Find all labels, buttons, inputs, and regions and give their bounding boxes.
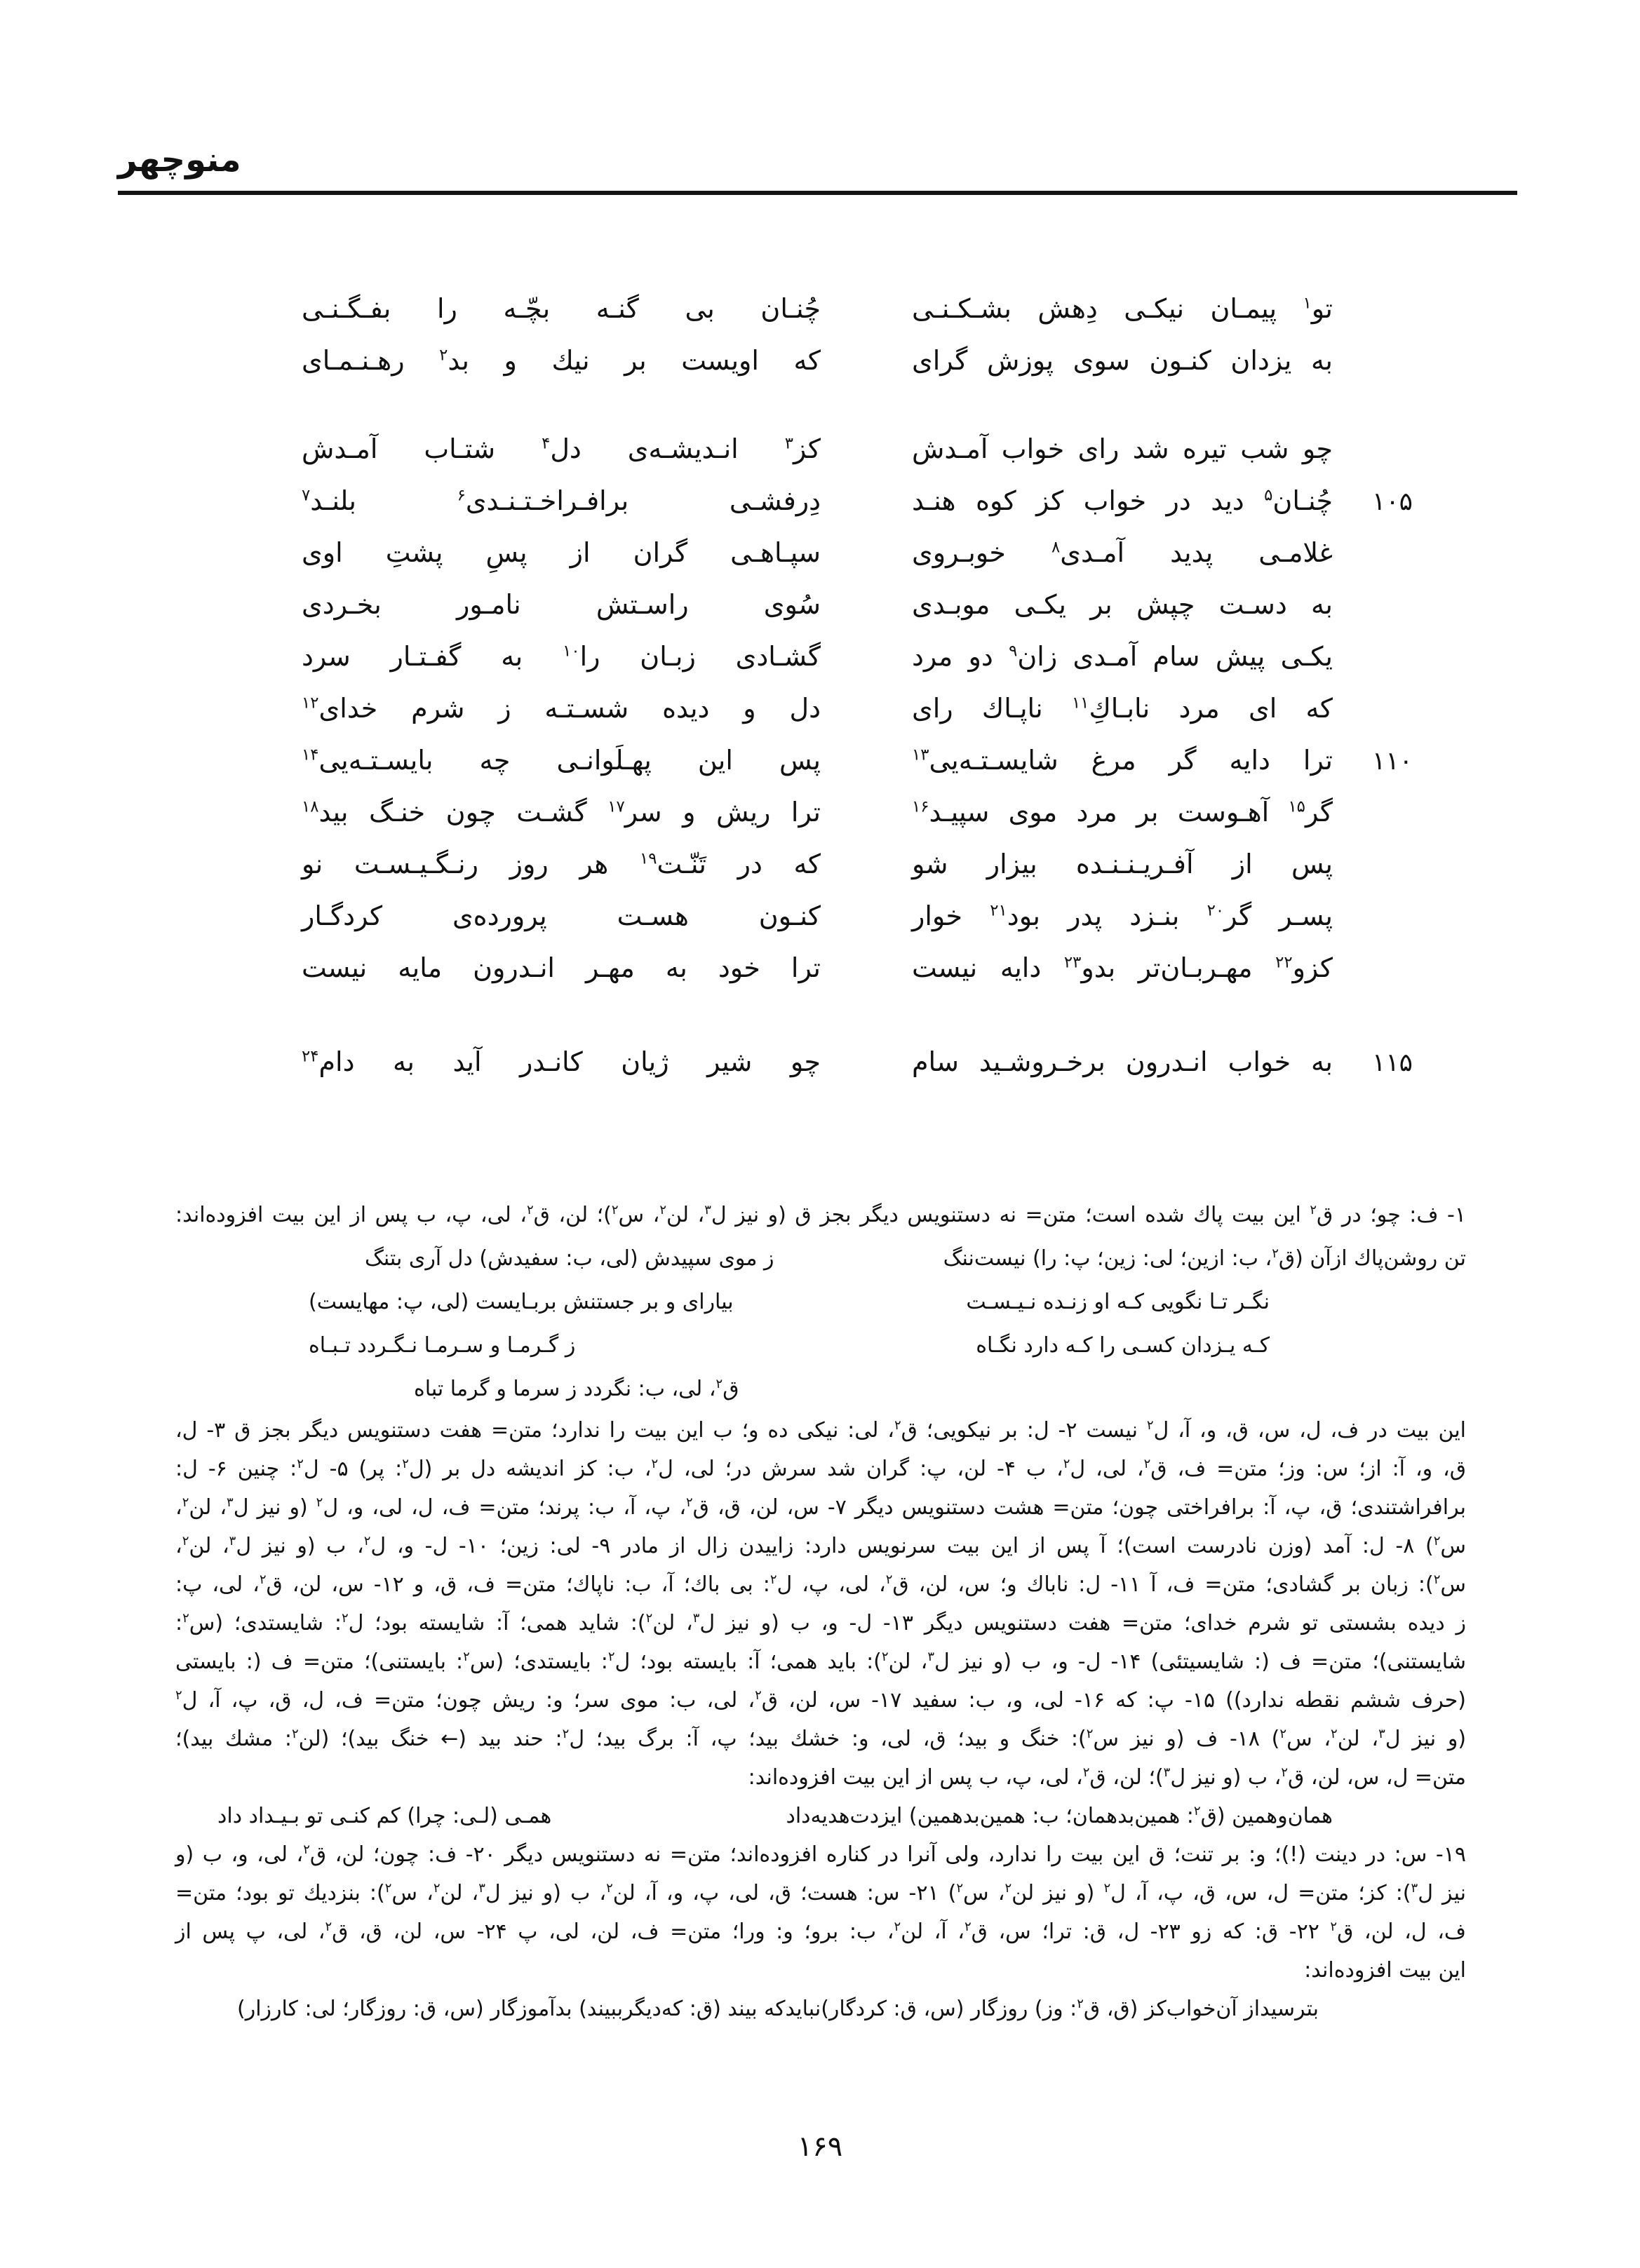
footnote-line: س$^۲$) ۸- ل: آمد (وزن نادرست است)؛ آ پس از این بیت سرنویس دارد: زاییدن زال از مادر ۹- لی: زین؛ ۱۰- ل- و، ل$^۲$، ب (و نیز ل$^۳$، لن$^۲$، [175,1534,1466,1558]
verse-row [302,423,1452,475]
footnote-line: شایستنی)؛ متن= ف (: شایسیتئی) ۱۴- ل- و، ب (و نیز ل$^۳$، لن$^۲$): باید همی؛ آ: بایسته بود؛ ل$^۲$: بایستدی؛ (س$^۲$: بایستنی)؛ متن= ف (: بایستی [175,1649,1466,1674]
footnote-line: (حرف ششم نقطه ندارد)) ۱۵- پ: که ۱۶- لی، و، ب: سفید ۱۷- س، لن، ق$^۲$، لی، ب: موی سر؛ و: ریش چون؛ متن= ف، ل، ق، پ، آ، ل$^۲$ [175,1688,1466,1713]
verse-row [302,630,1452,682]
hemistich-left: دل و دیده شسـتـه ز شرم خدای$^{۱۲}$ [302,693,821,724]
hemistich-left: گشـادی زبـان را$^{۱۰}$ به گفـتـار سرد [302,641,821,672]
verse-row [302,335,1452,386]
verse-row [302,734,1452,786]
hemistich-left: ترا ریش و سر$^{۱۷}$ گشـت چون خنـگ بید$^{۱۸}$ [302,797,821,828]
verse-row [302,579,1452,630]
footnote-line: این بیت افزوده‌اند: [1304,1958,1466,1983]
hemistich-right: غلامـی پدید آمـدی$^۸$ خوبـروی [912,537,1333,568]
apparatus-couplet-right: کـه یـزدان کسـی را کـه دارد نگـاه [976,1333,1270,1358]
verse-row [302,890,1452,942]
hemistich-left: کنـون هسـت پرورده‌ی کردگـار [302,900,821,931]
running-title: منوچهر [118,140,241,180]
footnote-line: س$^۲$): زبان بر گشادی؛ متن= ف، آ ۱۱- ل: ناباك و؛ س، لن، ق$^۲$، لی، پ، ل$^۲$: بی باك؛ آ، ب: ناپاك؛ متن= ف، ق، و ۱۲- س، لن، ق$^۲$، لی، پ: [175,1572,1466,1597]
verse-number: ۱۱۰ [1371,747,1413,776]
apparatus-couplet-right: نگـر تـا نگویی کـه او زنـده نـیـسـت [966,1290,1270,1314]
hemistich-left: سُوی راسـتش نامـور بخـردی [302,589,821,620]
verse-number: ۱۱۵ [1371,1048,1413,1077]
hemistich-right: به یزدان کنـون سوی پوزش گرای [912,345,1333,376]
verse-row [302,1036,1452,1088]
hemistich-left: چو شیر ژیان کانـدر آید به دام$^{۲۴}$ [302,1046,821,1077]
apparatus-couplet-left: ز گـرمـا و سـرمـا نـگـردد تـبـاه [309,1333,576,1358]
hemistich-right: پسـر گر$^{۲۰}$ بنـزد پدر بود$^{۲۱}$ خوار [912,900,1333,931]
footnote-line: ز دیده بشستی تو شرم خدای؛ متن= هفت دستنویس دیگر ۱۳- ل- و، ب (و نیز ل$^۳$، لن$^۲$): شاید همی؛ آ: شایسته بود؛ ل$^۲$: شایستدی؛ (س$^۲$: [175,1611,1466,1635]
footnote-line: برافراشتندی؛ ق، پ، آ: برافراختی چون؛ متن= هشت دستنویس دیگر ۷- س، لن، ق، ق$^۲$، پ، آ، ب: پرند؛ متن= ف، ل، لی، و، ل$^۲$ (و نیز ل$^۳$، لن$^۲$، [175,1495,1466,1520]
footnote-line: ف، ل، لن، ق$^۲$ ۲۲- ق: که زو ۲۳- ل، ق: ترا؛ س، ق$^۲$، آ، لن$^۲$، ب: برو؛ و: ورا؛ متن= ف، لن، لی، پ ۲۴- س، لن، ق، ق$^۲$، لی، پ پس از [175,1919,1466,1944]
hemistich-right: تو$^۱$ پیمـان نیکـی دِهش بشـکـنـی [912,293,1333,324]
verse-row [302,942,1452,994]
hemistich-right: پس از آفـریـنـنـده بیزار شو [912,849,1333,879]
hemistich-left: پس این پهـلَوانـی چه بایسـتـه‌یی$^{۱۴}$ [302,745,821,776]
hemistich-left: که اویست بر نیك و بد$^۲$ رهـنـمـای [302,345,821,376]
apparatus-couplet-left: نبایدکه بیند (ق: که‌دیگرببیند) بدآموزگار (س، ق: روزگار؛ لی: کارزار) [237,1997,821,2021]
footnote-line: متن= ل، س، لن، ق$^۲$، ب (و نیز ل$^۳$)؛ لن، ق$^۲$، لی، پ، ب پس از این بیت افزوده‌اند: [748,1765,1466,1790]
apparatus-couplet-right: تن روشن‌پاك ازآن (ق$^۲$، ب: ازین؛ لی: زین؛ پ: را) نیست‌ننگ [943,1246,1466,1271]
verse-row [302,838,1452,890]
page-number: ۱۶۹ [797,2131,843,2163]
hemistich-right: ترا دایه گر مرغ شایسـتـه‌یی$^{۱۳}$ [912,745,1333,776]
footnote-line: نیز ل$^۳$): کز؛ متن= ل، س، ق، پ، آ، ل$^۲$ (و نیز لن$^۲$، س$^۲$) ۲۱- س: هست؛ ق، لی، پ، و، آ، لن$^۲$، ب (و نیز ل$^۳$، لن$^۲$، س$^۲$): بنزدیك تو بود؛ متن= [175,1881,1467,1905]
apparatus-couplet-left: ز موی سپیدش (لی، ب: سفیدش) دل آری بتنگ [365,1246,774,1271]
apparatus-couplet-right: بترسیداز آن‌خواب‌کز (ق، ق$^۲$: وز) روزگار (س، ق: کردگار) [821,1997,1319,2021]
hemistich-left: ترا خود به مهـر انـدرون مایه نیست [302,952,821,983]
apparatus-couplet-right: همان‌وهمین (ق$^۲$: همین‌بدهمان؛ ب: همین‌بدهمین) ایزدت‌هدیه‌داد [786,1804,1333,1828]
hemistich-left: دِرفشـی برافـراخـتـنـدی$^۶$ بلنـد$^۷$ [302,485,821,516]
verse-number: ۱۰۵ [1371,487,1413,516]
hemistich-right: کزو$^{۲۲}$ مهـربـان‌تر بدو$^{۲۳}$ دایه نیست [912,952,1333,983]
hemistich-right: که ای مرد نابـاكِ$^{۱۱}$ ناپـاك رای [912,693,1333,724]
hemistich-right: به دسـت چپش بر یکـی موبـدی [912,589,1333,620]
header-rule [118,191,1517,195]
footnote-line: (و نیز ل$^۳$، لن$^۲$، س$^۲$) ۱۸- ف (و نیز س$^۲$): خنگ و بید؛ ق، لی، و: خشك بید؛ پ، آ: برگ بید؛ ل$^۲$: حند بید (← خنگ بید)؛ (لن$^۲$: مشك بید)؛ [175,1727,1467,1751]
apparatus-couplet [175,1990,1466,2028]
footnote-line: ۱- ف: چو؛ در ق$^۲$ این بیت پاك شده است؛ متن= نه دستنویس دیگر بجز ق (و نیز ل$^۳$، لن$^۲$، س$^۲$)؛ لن، ق$^۲$، لی، پ، ب پس از این بیت افزوده‌اند: [175,1203,1466,1227]
verse-row [302,283,1452,335]
hemistich-left: کز$^۳$ انـدیشـه‌ی دل$^۴$ شتـاب آمـدش [302,433,821,464]
apparatus-couplet [175,1797,1466,1835]
hemistich-left: چُنـان بی گنـه بچّـه را بفـگـنـی [302,293,821,324]
apparatus-couplet [175,1237,1466,1281]
poem-section [302,283,1452,1088]
apparatus-couplet-left: بیارای و بر جستنش بربـایست (لی، پ: مهایست) [309,1290,734,1314]
hemistich-left: که در تَنّـت$^{۱۹}$ هر روز رنـگـیـسـت نو [302,849,821,879]
hemistich-right: یکـی پیش سام آمـدی زان$^۹$ دو مرد [912,641,1333,672]
footnote-line: این بیت در ف، ل، س، ق، و، آ، ل$^۲$ نیست ۲- ل: بر نیکویی؛ ق$^۲$، لی: نیکی ده و؛ ب این بیت را ندارد؛ متن= هفت دستنویس دیگر بجز ق ۳- ل، [175,1418,1467,1443]
apparatus-variant-note: ق$^۲$، لی، ب: نگردد ز سرما و گرما تباه [414,1377,739,1401]
footnote-line: ق، و، آ: از؛ س: وز؛ متن= ف، ق$^۲$، لی، ل$^۲$، ب ۴- لن، پ: گران شد سرش در؛ لی، ل$^۲$، ب: کز اندیشه دل بر (ل$^۲$: پر) ۵- ل$^۲$: چنین ۶- ل: [175,1457,1466,1481]
critical-apparatus [175,1194,1466,2028]
verse-row [302,527,1452,579]
verse-row [302,682,1452,734]
hemistich-left: سپـاهـی گران از پسِ پشتِ اوی [302,537,821,568]
verse-row [302,475,1452,527]
apparatus-couplet-left: همـی (لـی: چرا) کم کنـی تو بـیـداد داد [217,1804,552,1828]
apparatus-couplet [175,1281,1466,1324]
hemistich-right: به خواب انـدرون برخـروشـید سام [912,1046,1333,1077]
apparatus-couplet [175,1324,1466,1368]
hemistich-right: چو شب تیره شد رای خواب آمـدش [912,433,1333,464]
verse-row [302,786,1452,838]
footnote-line: ۱۹- س: در دینت (!)؛ و: بر تنت؛ ق این بیت را ندارد، ولی آنرا در کناره افزوده‌اند؛ متن= نه دستنویس دیگر ۲۰- ف: چون؛ لن، ق$^۲$، لی، و، ب (و [175,1842,1466,1867]
hemistich-right: گر$^{۱۵}$ آهـوست بر مرد موی سپیـد$^{۱۶}$ [912,797,1333,828]
hemistich-right: چُنـان$^۵$ دید در خواب کز کوه هنـد [912,485,1333,516]
